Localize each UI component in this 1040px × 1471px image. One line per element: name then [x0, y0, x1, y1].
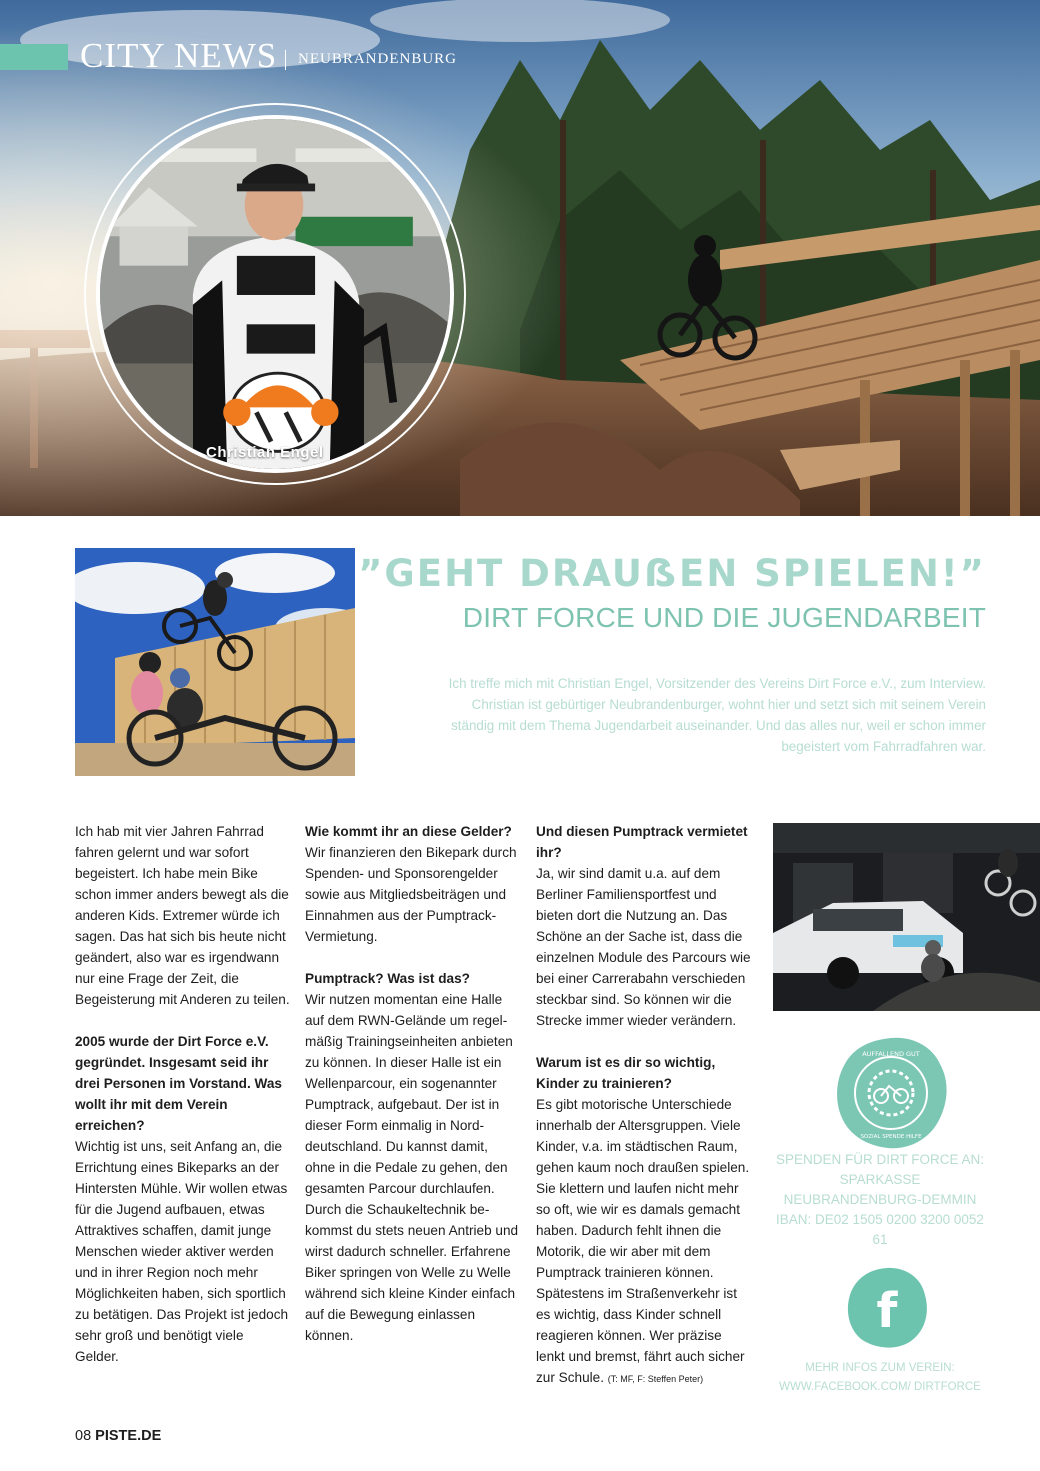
answer: Wir finanzieren den Bikepark durch Spenden- und Sponsorengelder sowie aus Mitgliedsbeiträgen und Einnahmen aus der Pumptrack-Vermietung.: [305, 845, 517, 944]
answer: Ja, wir sind damit u.a. auf dem Berliner Familiensportfest und bieten dort die Nutzung an. Das Schöne an der Sache ist, dass die einzelnen Module des Parcours wie bei einer Carrerabahn verschieden steckbar sind. So können wir die Strecke immer wieder verändern.: [536, 866, 751, 1028]
donation-info: [773, 1150, 987, 1250]
badge-text-top: AUFFALLEND GUT: [862, 1050, 920, 1058]
donate-iban: IBAN: DE02 1505 0200 3200 0052 61: [776, 1212, 984, 1247]
article-subheadline: DIRT FORCE UND DIE JUGENDARBEIT: [462, 602, 986, 633]
photo-dirt-jump: [75, 548, 355, 776]
question: Warum ist es dir so wichtig, Kinder zu trainieren?: [536, 1055, 716, 1091]
answer: Es gibt motorische Unterschiede innerhalb der Altersgruppen. Viele Kinder, v.a. im städtischen Raum, gehen kaum noch draußen spielen. Sie klettern und laufen nicht mehr so oft, wie wir es damals gemacht haben. Dadurch fehlt ihnen die Motorik, die wir aber mit dem Pumptrack trainieren können. Spätestens im Straßenverkehr ist es wichtig, dass Kinder schnell reagieren können. Wer präzise lenkt und bremst, fährt auch sicher zur Schule.: [536, 1097, 750, 1385]
qa-block: [305, 821, 520, 947]
section-city: NEUBRANDENBURG: [298, 51, 458, 67]
page-number: 08: [75, 1428, 92, 1444]
facebook-icon[interactable]: [845, 1265, 929, 1349]
article-column-3: [536, 821, 751, 1411]
qa-block: [536, 821, 751, 1031]
hero-photo: [0, 0, 1040, 516]
photo-pumptrack-night: [773, 823, 1040, 1011]
more-info-label: MEHR INFOS ZUM VEREIN:: [805, 1362, 955, 1374]
donate-line-1: SPENDEN FÜR DIRT FORCE AN:: [775, 1152, 985, 1167]
article-column-2: [305, 821, 520, 1367]
question: 2005 wurde der Dirt Force e.V. gegründet. Insgesamt seid ihr drei Personen im Vorstand. Was wollt ihr mit dem Verein erreichen?: [75, 1034, 282, 1133]
question: Und diesen Pumptrack vermietet ihr?: [536, 824, 748, 860]
page-footer: [75, 1428, 161, 1444]
more-info: [773, 1359, 987, 1397]
facebook-link[interactable]: WWW.FACEBOOK.COM/ DIRTFORCE: [779, 1381, 981, 1393]
article-column-1: [75, 821, 290, 1388]
photo-credit: (T: MF, F: Steffen Peter): [607, 1374, 704, 1384]
article-intro: Ich treffe mich mit Christian Engel, Vorsitzender des Vereins Dirt Force e.V., zum Interview. Christian ist gebürtiger Neubrandenburger, wohnt hier und setzt sich mit seinem Verein ständig mit dem Thema Jugendarbeit auseinander. Und das alles nur, weil er schon immer begeistert vom Fahrradfahren war.: [448, 676, 986, 754]
photo-dirt-jump-image: [75, 548, 355, 776]
qa-block: [536, 1052, 751, 1390]
facebook-glyph: f: [876, 1283, 898, 1339]
portrait-caption: Christian Engel: [206, 444, 324, 461]
header-accent-bar: [0, 44, 68, 70]
question: Wie kommt ihr an diese Gelder?: [305, 824, 512, 839]
article-headline: ”GEHT DRAUẞEN SPIELEN!”: [358, 552, 986, 595]
auffallend-gut-badge: [832, 1034, 950, 1152]
answer: Wir nutzen momentan eine Halle auf dem RWN-Gelände um regelmäßig Trainingseinheiten anbieten zu können. In dieser Halle ist ein Wellenparcour, ein sogenannter Pumptrack, aufgebaut. Der ist in dieser Form einmalig in Norddeutschland. Du kannst damit, ohne in die Pedale zu gehen, den gesamten Parcour durchlaufen. Durch die Schaukeltechnik bekommst du stets neuen Antrieb und wirst dadurch schneller. Erfahrene Biker springen von Welle zu Welle während sich kleine Kinder einfach auf die Bewegung einlassen können.: [305, 992, 519, 1343]
question: Pumptrack? Was ist das?: [305, 971, 470, 986]
section-title: CITY NEWS: [80, 36, 278, 75]
qa-block: [75, 1031, 290, 1367]
donate-line-2: SPARKASSE NEUBRANDENBURG-DEMMIN: [783, 1172, 977, 1207]
answer: Wichtig ist uns, seit Anfang an, die Errichtung eines Bikeparks an der Hintersten Mühle. Wir wollen etwas für die Jugend aufbauen, etwas Attraktives schaffen, damit junge Menschen wieder aktiver werden und in ihrer Region noch mehr Möglichkeiten haben, sich sportlich zu betätigen. Das Projekt ist jedoch sehr groß und benötigt viele Gelder.: [75, 1139, 289, 1364]
photo-pumptrack-image: [773, 823, 1040, 1011]
header-divider: [285, 50, 286, 70]
qa-block: [305, 968, 520, 1346]
paragraph: Ich hab mit vier Jahren Fahrrad fahren gelernt und war sofort begeistert. Ich habe mein Bike schon immer anders bewegt als die anderen Kids. Extremer würde ich sagen. Das hat sich bis heute nicht geändert, also war es irgendwann nur eine Frage der Zeit, die Begeisterung mit Anderen zu teilen.: [75, 824, 290, 1007]
portrait-image: [100, 119, 450, 469]
badge-text-bottom: SOZIAL SPENDE HILFE: [860, 1134, 922, 1140]
brand-link[interactable]: PISTE.DE: [95, 1428, 162, 1444]
portrait-christian-engel: [96, 115, 454, 473]
